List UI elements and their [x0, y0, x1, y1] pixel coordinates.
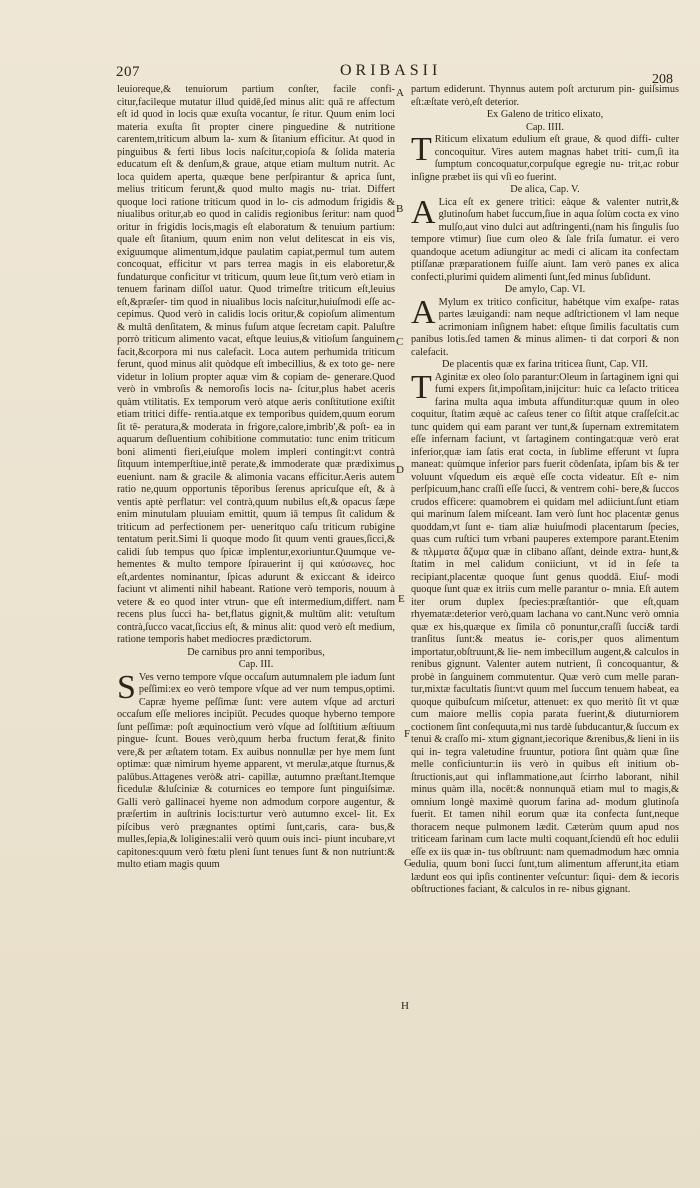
paragraph-carnibus	[117, 668, 395, 872]
left-column	[117, 84, 395, 872]
drop-cap-a-alica: A	[411, 193, 436, 231]
chapter-number-4: Cap. IIII.	[525, 121, 565, 133]
drop-cap-t-placentis: T	[411, 368, 432, 406]
chapter-number-3: Cap. III.	[238, 659, 274, 670]
paragraph-carnibus-text: Ves verno tempore vſque occaſum autumnalem ple iadum ſunt peſſimi:ex eo verò tempore vſque ad ver num tempus,optimi. Capræ hyeme peſſimæ ſunt: vere autem vſque ad arcturi occaſum eſſe meliores incipiūt. Pecudes quoque hyberno tempore ſunt peſſimæ: poſt æquinoctium verò vſque ad ſolſtitium æſtiuum pingue- ſcunt. Boues verò,quum herba fructum ferat,& finito vere,& per æſtatem totam. Ex auibus nonnullæ per hye mem ſunt optimæ: quæ nimirum hyeme apparent, vt merulæ,atque ſturnus,& palūbus.Attagenes verò& atri- capillæ, autumno præſtant.Itemque ficedulæ &luſciniæ & coturnices eo tempore ſunt pinguiſsimæ. Galli verò gallinaceí hyeme non admodum corpore augentur, & præſertim in auſtrinis locis:turtur verò autumno excel- lit. Ex piſcibus verò prægnantes optimi ſunt,caris, cara- bus,& mulles,ſepia,& loligines:alii verò quum ouis inci- piunt incubare,vt capitones:quum verò fœtu pleni ſunt tenues ſunt & non nutriunt:& multo etiam magis quum	[117, 671, 395, 870]
chapter-heading-placentis: De placentis quæ ex farina triticea ſiunt, Cap. VII.	[442, 359, 648, 370]
margin-marker-g: G	[404, 857, 412, 869]
chapter-heading-alica: De alica, Cap. V.	[510, 184, 580, 195]
margin-marker-e: E	[398, 593, 405, 605]
margin-marker-c: C	[396, 336, 404, 348]
chapter-heading-tritico-elixato: Ex Galeno de tritico elixato,	[486, 109, 604, 120]
drop-cap-t: T	[411, 131, 432, 168]
paragraph-tritico-elixato	[411, 131, 679, 184]
margin-marker-a: A	[396, 87, 404, 99]
margin-marker-h: H	[401, 1000, 409, 1012]
drop-cap-s: S	[117, 668, 136, 706]
running-title: ORIBASII	[340, 62, 442, 79]
paragraph-amylo-text: Mylum ex tritico conficitur, habétque vim exaſpe- ratas partes læuigandi: nam neque adſtrictionem vl lam neque acrimoniam inſignem habet: eſtque ſimilis facultatis cum panibus lotis.ſed tamen & minus alimen- ti dat corpori & non calefacit.	[411, 296, 679, 358]
chapter-heading-carnibus: De carnibus pro anni temporibus,	[187, 646, 325, 658]
paragraph-tritico-elixato-text: Riticum elixatum edulium eſt graue, & quod diffi- culter concoquitur. Vires autem magnas habet triti- cum,ſi ita ſumptum concoquatur,corpuſque egregie nu- trit,ac robur inſigne præbet iis qui vſi eo fuerint.	[411, 134, 679, 183]
paragraph-placentis-text: Aginitæ ex oleo ſolo parantur:Oleum in ſartaginem igni qui fumi expers ſit,impoſitam,inijcitur: huic ca leſacto triticea farina multa aqua imbuta affunditur:quæ quum in oleo coquitur, ſtatim æquè ac caſeus tener co ſiſtit atque craſſeſcit.ac tunc quidem qui eam parant ver tunt,& ſupernam extremitatem eſſe infernam faciunt, vt ſartaginem contingat:quæ verò erat inferior,quæ iam ſatis erat cocta, in ſublime efferunt vt ſupra maneat: quùmque inferior pars fuerit cōdenſata, ipſam bis & ter voluunt vſquedum eis æquè eſſe cocta videatur. Eſt e- nim perſpicuum,hanc craſſi eſſe ſucci, & ventrem cohi- bere,& ſuccos crudos efficere: quamobrem ei quidam mel adiiciunt.ſunt etiam qui marinum ſalem miſceant. Iam verò ſunt hoc placentæ genus quoddam,vt ſunt e- tiam aliæ huiuſmodi placentarum ſpecies, quas cum ruſtici tum vrbani pauperes extempore parant.Etenim & πλμματα ἄζυμα quæ in clibano aſſant, deinde extra- hunt,& ſtatim in mel calidum coniiciunt, vt id in ſeſe ta recipiant,placentæ quoque ſunt genus quoddā. Eiuſ- modi quoque ſunt quæ ex itriis cum melle parantur o- mnia. Eſt autem iter orum duplex ſpecies:præſtantiór- que eſt,quam rhyematæ:deterior verò,quam lachana vo cant.Nunc verò omnia quæ ex his,quæque ex ſimila cō ponuntur,craſſi ſucci& tardi tranſitus ſunt:& meatus ie- coris,per quos alimentum importatur,obſtruunt,& lie- nem imbecillum augent,& calculos in renibus gignunt. Valenter autem nutrient, ſi concoquantur, & probè in ſanguinem commutentur. Quæ verò cum melle paran- tur,mixtæ facultatis ſiunt:vt quum mel ſuccum tenuem habeat, ea quoque quibuſcum miſcetur, attenuet: ex quo meritò ſit vt quæ cum maiore mellis copia parata fuerint,& diuturniorem coctionem ſint conſequuta,mi nus tardè ſubducantur,& ſuccum ex tenui & craſſo mi- xtum gignant,iecorique &renibus,& lieni in iis qui in- tegra valetudine fruuntur, potiora ſint quàm quæ ſine melle conficiuntur:in iis verò in quibus eſt initium ob- ſtructionis,aut qui inflammatione,aut ſcirrho laborant, nihil minus quàm illa, nocēt:& nonnunquā etiam mul to magis,& omnium longè maximè quorum farina ad- modum glutinoſa fuerit. Et tamen nihil eorum quæ ita confecta ſunt,neque thoracem neque pulmonem lædit. Cæterùm quum apud nos triticeam farinam cum lacte multi coquant,ſciendū eſt hoc edulii eſſe ex iis quæ in- tus obſtruunt: nam quemadmodum hæc omnia edulia, quum boni ſucci ſunt,tum alimentum afferunt,ita etiam lædunt eos qui ipſis continenter veſcuntur: ſiqui- dem & iecoris obſtructiones faciant, & calculos in re- nibus gignant.	[411, 371, 679, 895]
paragraph-triticum-regions: leuioreque,& tenuiorum partium conſter, facile confi- citur,facileque mutatur illud quidē,ſed minus alit: quā re affectum eſt id quod in locis quæ exuſta vocantur, ſe ritur. Quum enim loci materia exuſta ſit propter cinere pinguedine & nutritione carentem,triticum album la- xum & ſitanium efficitur. At quod in pinguibus & ferti libus locis naſcitur,copioſa & ſolida materia educatum eſt & denſum,& graue, atque etiam multum nutrit. Ac loca quidem aperta, quæque bene perſpirantur & aprica ſunt, melius triticum ferunt,& quod multo magis nu- triat. Differt quoque loci ratione triticum quod in lo- cis admodum frigidis & niualibus oritur,ab eo quod in calidis regionibus ſeritur: nam quod oritur in frigidis locis,magis eſt elaboratum & tenuium partium: quale eſt ſitanium, quum enim non velut delitescat in eis vis, exiguumque alimentum,idque paulatim capiat,permul tum autem concoquat, efficitur vt pars terrea magis in eis elaboretur,& fundaturque conficitur vt triticum, quum leue ſit,tum verò etiam in tenuem farinam diſſol uatur. Quod trimeſtre triticum eſt,leuius eſt,&præſer- tim quod in niualibus locis naſcitur,huiuſmodi eſſe ac- cepimus. Quod verò in calidis locis oritur,& copioſum alimentum & multâ denſitatem, & minus fuſum atque ſecretam capit. Paluſtre porrò triticum alimento vacat, eſtque leuius,& vitioſum ſanguinem facit,&corpora mi nus calefacit. Loca autem perhumida triticum ferunt, quod minus alit quòdque eſt imbecillius, & ex toto ge- nere videtur in lolium propter aquæ vim & copiam de- generare.Quod verò in vmbroſis & nemoroſis locis na- ſcitur,plus habet aceris quàm vtilitatis. Ex temporum verò atque aeris conſtitutione exiſtit etiam tritici diffe- rentia.atque ex temporibus quidem,quum eorum ſit tē- peratura,& moderata in frigore,calore,imbrib',& poſt- ea in aquarum deſluentium cohibitione commutatio: tunc enim triticum boni alimenti fieri,eiuſque molem impleri contingit:vt contrà ſitquum intemperſtiue,intē perate,& immoderate quæ prædiximus eueniunt. nam & gracile & alimonia vacans efficitur.Aeris autem ratio ne,quum opportunis tēporibus ſerenus apricuſque eſt, & à ventis aptè perflatur: vel contrà,quum nubilus eſt,& opacus ſæpe enim minutulam pluuiam emittit, quum iā tempus ſit calidum & triticum ad perfectionem per- ueneritquo caſu triticum rubigine tentatum perit.Simi li quoque modo ſit quum venti graues,ſicci,& calidi ſub tempus quo ſpicæ implentur,exoriuntur.Quumque ve- hementes & multo tempore ſpirauerint ij qui καύσωνες, hoc eſt,ardentes nominantur, ſpicas adurunt & exiccant & ideirco faciunt vt alimenti nihil habeant. Ratione verò temporis, nouum à vetere & eo quod inter vtrun- que eſt intermedium,differt. nam recens plus ſucci ha- bet,flatus gignit,& multūm alit: vetuſtum contrà,ſucco vacat,ſiccius eſt, & minus alit: quod verò eſt medium, ratione temporis habet mediocres prædictorum.	[117, 84, 395, 645]
paragraph-alica-text: Lica eſt ex genere tritici: eàque & valenter nutrit,& glutinoſum habet ſuccum,ſiue in aqua ſolùm cocta ex vino mulſo,aut vino dulci aut adſtringenti,(nam his ſingulis ſuo tempore vtimur) ſiue cum oleo & ſale friſa ſumatur. ei vero quandoque acetum adiungitur ac medi ci alicam ita confectam ptiſſanæ præparationem fuiſſe aiunt. Iam verò panes ex alica confecti,plurimi quidem alimenti ſunt,ſed minus ſubſidunt.	[411, 196, 679, 283]
paragraph-amylo	[411, 293, 679, 360]
right-column	[411, 84, 679, 897]
margin-marker-d: D	[396, 464, 404, 476]
page-number-left: 207	[116, 64, 140, 80]
margin-marker-f: F	[404, 728, 411, 740]
page-number-right: 208	[652, 72, 673, 87]
chapter-heading-amylo: De amylo, Cap. VI.	[504, 284, 586, 295]
drop-cap-a-amylo: A	[411, 293, 436, 331]
paragraph-thynnus: partum ediderunt. Thynnus autem poſt arcturum pin- guiſsimus eſt:æſtate verò,eſt deterior.	[411, 84, 679, 108]
paragraph-placentis	[411, 368, 679, 897]
margin-marker-b: B	[396, 203, 404, 215]
paragraph-alica	[411, 193, 679, 285]
